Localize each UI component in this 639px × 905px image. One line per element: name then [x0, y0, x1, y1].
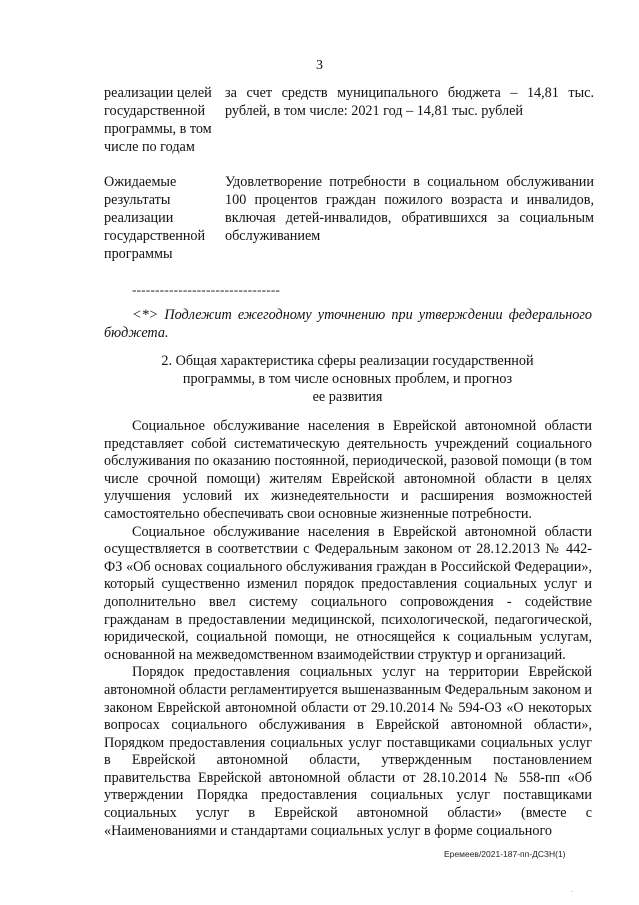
section-heading: [100, 352, 595, 406]
document-code: Еремеев/2021-187-пп-ДСЗН(1): [444, 849, 566, 859]
passport-row-value: Удовлетворение потребности в социальном обслуживании 100 процентов граждан пожилого возраста и инвалидов, включая детей-инвалидов, обратившихся за социальным обслуживанием: [225, 174, 594, 244]
passport-row-expected-results: [104, 173, 594, 263]
footnote: <*> Подлежит ежегодному уточнению при утверждении федерального бюджета.: [104, 307, 592, 341]
paragraph: Социальное обслуживание населения в Еврейской автономной области осуществляется в соответствии с Федеральным законом от 28.12.2013 № 442-ФЗ «Об основах социального обслуживания граждан в Российской Федерации», который существенно изменил порядок предоставления социальных услуг и дополнительно ввел систему социального сопровождения - содействие гражданам в предоставлении медицинской, психологической, педагогической, юридической, социальной помощи, не относящейся к социальным услугам, основанной на межведомственном взаимодействии структур и организаций.: [104, 523, 592, 663]
passport-row-label: Ожидаемые результаты реализации государственной программы: [104, 174, 206, 262]
passport-row-label: реализации целей государственной программы, в том числе по годам: [104, 85, 212, 155]
scan-mark: .: [571, 885, 573, 894]
passport-row-funding: [104, 84, 594, 156]
section-heading-line: программы, в том числе основных проблем, и прогноз: [182, 371, 513, 387]
footnote-separator: --------------------------------: [132, 282, 281, 297]
page-number: 3: [316, 58, 323, 73]
passport-row-value: за счет средств муниципального бюджета – 14,81 тыс. рублей, в том числе: 2021 год – 14,81 тыс. рублей: [225, 85, 594, 119]
section-heading-line: 2. Общая характеристика сферы реализации государственной: [161, 353, 534, 369]
section-heading-line: ее развития: [312, 389, 383, 405]
body-text: [104, 418, 592, 840]
paragraph: Порядок предоставления социальных услуг на территории Еврейской автономной области регламентируется вышеназванным Федеральным законом и законом Еврейской автономной области от 29.10.2014 № 594-ОЗ «О некоторых вопросах социального обслуживания в Еврейской автономной области», Порядком предоставления социальных услуг поставщиками социальных услуг в Еврейской автономной области, утвержденным постановлением правительства Еврейской автономной области от 28.10.2014 № 558-пп «Об утверждении Порядка предоставления социальных услуг поставщиками социальных услуг в Еврейской автономной области» (вместе с «Наименованиями и стандартами социальных услуг в форме социального: [104, 664, 592, 839]
paragraph: Социальное обслуживание населения в Еврейской автономной области представляет собой систематическую деятельность учреждений социального обслуживания по оказанию постоянной, периодической, разовой помощи (в том числе срочной помощи) жителям Еврейской автономной области в целях улучшения условий их жизнедеятельности и расширения возможностей самостоятельно обеспечивать свои основные жизненные потребности.: [104, 418, 592, 522]
